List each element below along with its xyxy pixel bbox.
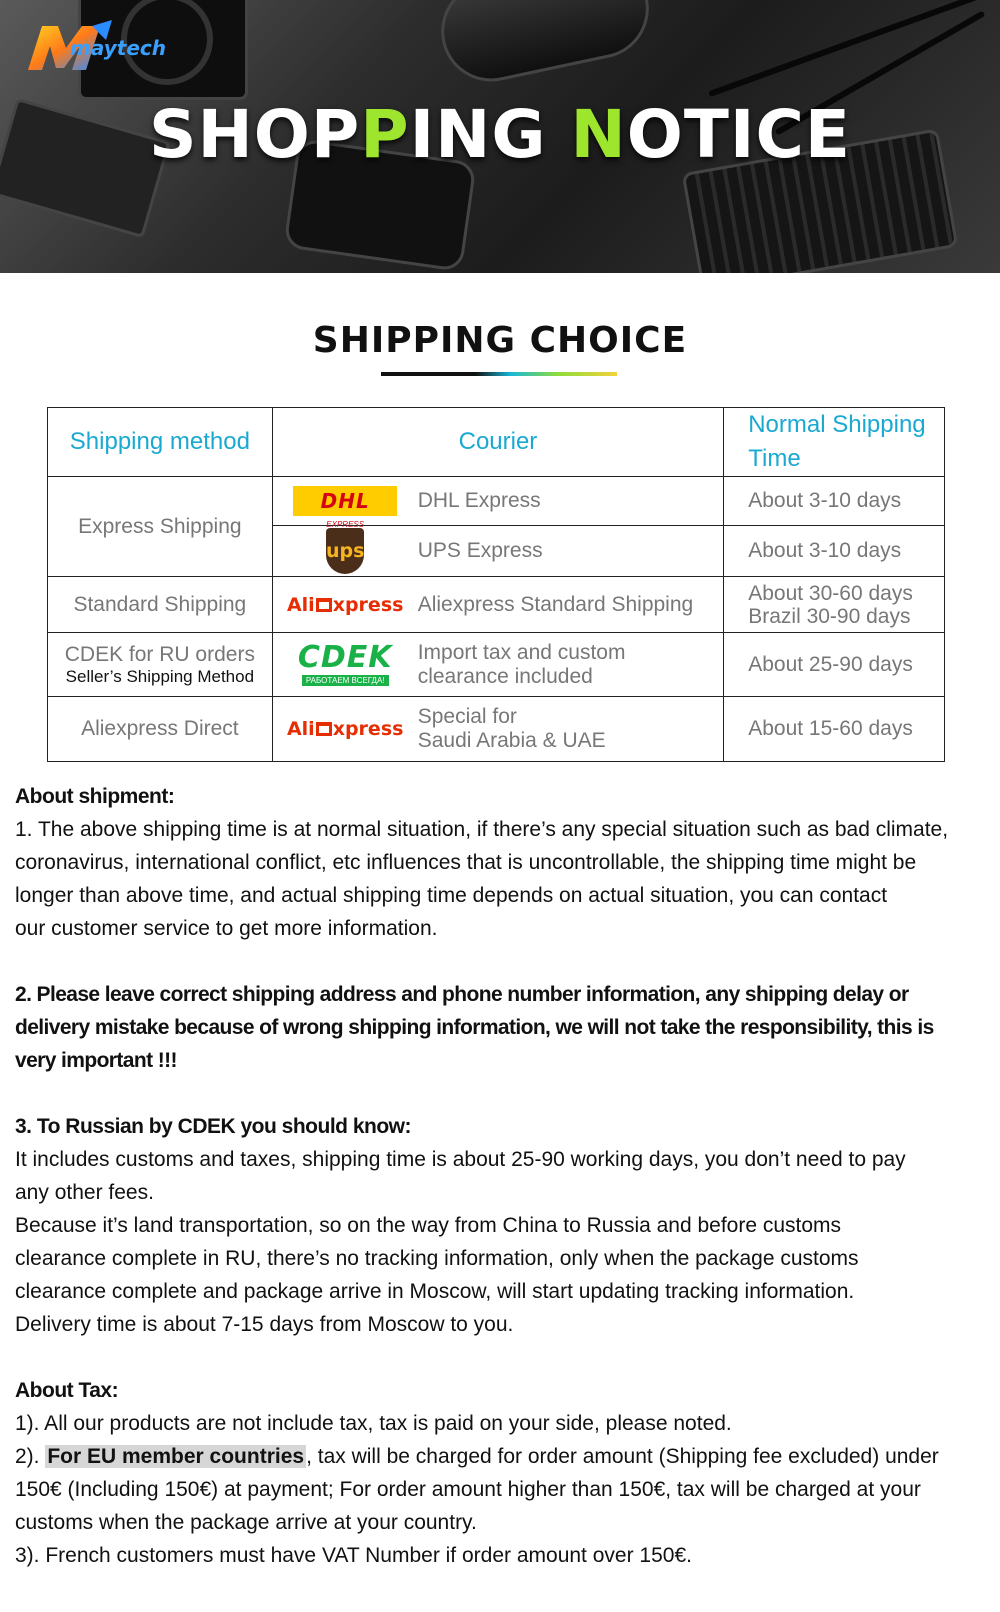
note-line: clearance complete in RU, there’s no tracking information, only when the package customs: [15, 1247, 859, 1270]
shipping-choice-title: SHIPPING CHOICE: [312, 320, 688, 361]
courier-name: Aliexpress Standard Shipping: [417, 592, 694, 616]
tax-line: 2). For EU member countries, tax will be charged for order amount (Shipping fee excluded) under: [15, 1445, 939, 1468]
note-line: 1. The above shipping time is at normal situation, if there’s any special situation such as bad climate,: [15, 818, 949, 841]
tax-line: customs when the package arrive at your country.: [15, 1511, 477, 1534]
note-line: coronavirus, international conflict, etc influences that is uncontrollable, the shipping time might be: [15, 851, 917, 874]
shipping-notes: [15, 780, 1000, 1572]
header-courier: Courier: [272, 408, 724, 477]
method-standard-shipping: Standard Shipping: [48, 577, 273, 633]
courier-name: Special for Saudi Arabia & UAE: [417, 705, 606, 752]
header-shipping-method: Shipping method: [48, 408, 273, 477]
tax-line: 150€ (Including 150€) at payment; For order amount higher than 150€, tax will be charged at your: [15, 1478, 921, 1501]
courier-cdek: [273, 633, 724, 696]
note-line: any other fees.: [15, 1181, 154, 1204]
motor-image: [432, 0, 658, 91]
about-shipment-heading: About shipment:: [15, 785, 175, 808]
tax-line: 3). French customers must have VAT Number if order amount over 150€.: [15, 1544, 692, 1567]
note-line: Because it’s land transportation, so on the way from China to Russia and before customs: [15, 1214, 842, 1237]
method-cdek: CDEK for RU orders Seller’s Shipping Method: [48, 633, 273, 697]
table-row-direct: [48, 697, 945, 762]
title-underline: [381, 372, 617, 376]
courier-aliexpress-direct: [273, 697, 724, 761]
note-line: our customer service to get more information.: [15, 917, 438, 940]
courier-dhl: [273, 477, 724, 529]
cdek-note-heading: 3. To Russian by CDEK you should know:: [15, 1115, 411, 1138]
tax-line: 1). All our products are not include tax, tax is paid on your side, please noted.: [15, 1412, 732, 1435]
table-row-dhl: [48, 477, 945, 526]
method-sub-label: Seller’s Shipping Method: [65, 666, 255, 686]
note-line: Delivery time is about 7-15 days from Moscow to you.: [15, 1313, 514, 1336]
note-line: longer than above time, and actual shipping time depends on actual situation, you can contact: [15, 884, 888, 907]
courier-name: Import tax and custom clearance included: [417, 640, 626, 688]
courier-name: DHL Express: [417, 489, 541, 512]
banner-title: SHOPPING NOTICE: [148, 96, 852, 173]
shopping-notice-banner: [0, 0, 1000, 273]
aliexpress-logo-icon: Ali xpress: [286, 593, 404, 616]
courier-name: UPS Express: [417, 539, 543, 562]
note-line: clearance complete and package arrive in Moscow, will start updating tracking information.: [15, 1280, 855, 1303]
eu-highlight: For EU member countries: [47, 1445, 305, 1468]
courier-aliexpress-standard: [273, 577, 724, 632]
table-row-cdek: [48, 633, 945, 697]
important-note-line: delivery mistake because of wrong shipping information, we will not take the responsibility, this is: [15, 1016, 934, 1039]
shipping-time: About 30-60 days Brazil 30-90 days: [724, 577, 945, 633]
dhl-logo-icon: DHL EXPRESS: [293, 486, 397, 516]
usb-cable-image: [708, 0, 992, 97]
note-line: It includes customs and taxes, shipping time is about 25-90 working days, you don’t need to pay: [15, 1148, 906, 1171]
header-shipping-time: Normal Shipping Time: [724, 408, 945, 477]
shipping-time: About 3-10 days: [724, 526, 945, 577]
ups-logo-icon: ups: [326, 528, 364, 574]
shipping-time: About 25-90 days: [724, 633, 945, 697]
table-row-standard: [48, 577, 945, 633]
about-tax-heading: About Tax:: [15, 1379, 119, 1402]
table-header-row: [48, 408, 945, 477]
important-note-line: very important !!!: [15, 1049, 177, 1072]
cdek-logo-icon: CDEK РАБОТАЕМ ВСЕГДА!: [297, 640, 393, 685]
courier-ups: [273, 526, 724, 576]
method-express-shipping: Express Shipping: [48, 477, 273, 577]
shipping-time: About 15-60 days: [724, 697, 945, 762]
important-note-line: 2. Please leave correct shipping address and phone number information, any shipping delay or: [15, 983, 909, 1006]
shipping-choice-table: [47, 407, 945, 762]
aliexpress-logo-icon: Ali xpress: [286, 718, 404, 740]
shipping-time: About 3-10 days: [724, 477, 945, 526]
method-aliexpress-direct: Aliexpress Direct: [48, 697, 273, 762]
logo-wordmark: maytech: [70, 36, 166, 60]
